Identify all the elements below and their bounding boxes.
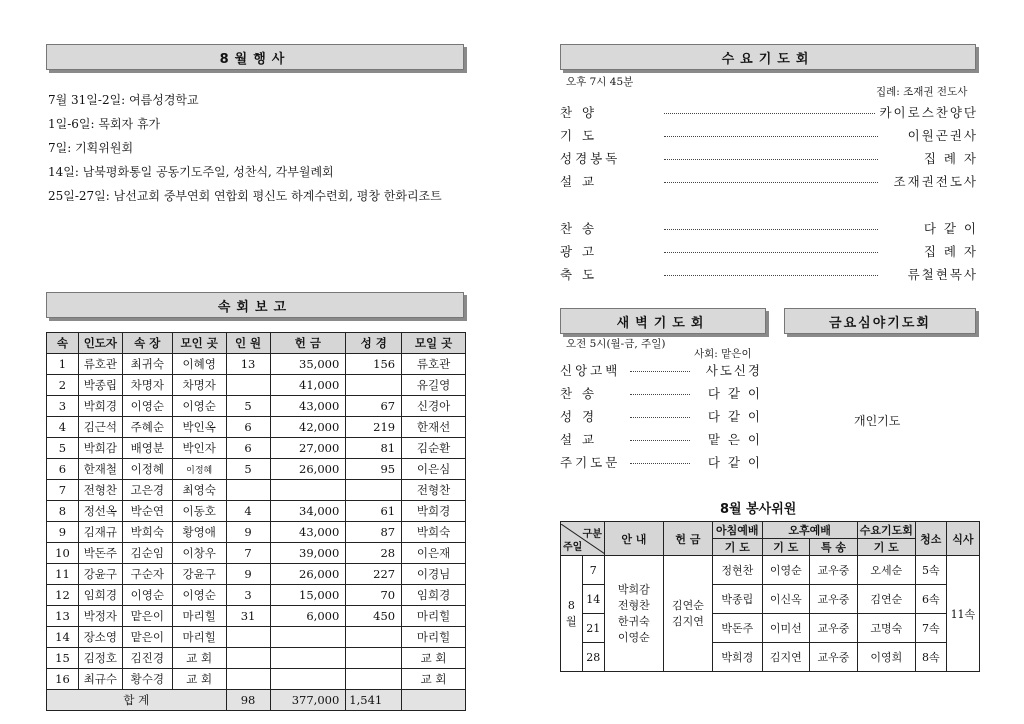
attendance-cell: 이정혜 xyxy=(122,459,172,480)
special-song-cell: 교우중 xyxy=(810,643,858,672)
attendance-cell: 임희경 xyxy=(78,585,122,606)
attendance-row xyxy=(47,606,466,627)
attendance-cell: 14 xyxy=(47,627,79,648)
attendance-cell: 81 xyxy=(346,438,402,459)
attendance-cell: 김순임 xyxy=(122,543,172,564)
wednesday-officiant: 집례: 조재권 전도사 xyxy=(876,86,968,98)
leader-dots xyxy=(630,417,690,418)
attendance-cell: 10 xyxy=(47,543,79,564)
attendance-cell: 차명자 xyxy=(172,375,226,396)
attendance-cell xyxy=(270,669,346,690)
attendance-cell: 박희경 xyxy=(402,501,466,522)
event-item: 7일: 기획위원회 xyxy=(48,141,134,155)
attendance-cell: 9 xyxy=(47,522,79,543)
attendance-cell: 5 xyxy=(226,459,270,480)
attendance-cell: 정선옥 xyxy=(78,501,122,522)
attendance-cell: 김진경 xyxy=(122,648,172,669)
total-empty xyxy=(402,690,466,711)
wednesday-prayer-cell: 이영희 xyxy=(857,643,915,672)
dawn-item-label: 찬 송 xyxy=(560,386,598,401)
attendance-cell: 김근석 xyxy=(78,417,122,438)
attendance-cell: 황수경 xyxy=(122,669,172,690)
col-header: 모인 곳 xyxy=(172,333,226,354)
wednesday-program-item xyxy=(560,102,978,124)
col-special-song: 특 송 xyxy=(810,539,858,556)
attendance-cell: 이영순 xyxy=(172,396,226,417)
dawn-program-item xyxy=(560,383,762,405)
leader-dots xyxy=(630,394,690,395)
attendance-cell xyxy=(346,375,402,396)
attendance-cell: 한재철 xyxy=(78,459,122,480)
attendance-row xyxy=(47,459,466,480)
attendance-cell: 이창우 xyxy=(172,543,226,564)
afternoon-prayer-cell: 이신옥 xyxy=(762,585,810,614)
col-header: 헌 금 xyxy=(270,333,346,354)
col-header: 인도자 xyxy=(78,333,122,354)
attendance-cell: 450 xyxy=(346,606,402,627)
attendance-cell: 67 xyxy=(346,396,402,417)
leader-dots xyxy=(664,229,878,230)
dawn-program-item xyxy=(560,429,762,451)
attendance-cell: 87 xyxy=(346,522,402,543)
offering-cell xyxy=(663,556,712,672)
attendance-cell: 7 xyxy=(47,480,79,501)
attendance-cell: 교 회 xyxy=(402,648,466,669)
attendance-cell: 70 xyxy=(346,585,402,606)
attendance-cell: 한재선 xyxy=(402,417,466,438)
wednesday-program-item xyxy=(560,148,978,170)
afternoon-prayer-cell: 김지연 xyxy=(762,643,810,672)
leader-dots xyxy=(664,252,878,253)
wednesday-item-value: 다 같 이 xyxy=(923,221,978,236)
attendance-cell: 6 xyxy=(226,417,270,438)
attendance-cell: 류호관 xyxy=(402,354,466,375)
guide-name: 이영순 xyxy=(617,630,650,644)
dawn-item-value: 다 같 이 xyxy=(707,455,762,470)
morning-prayer-cell: 박희경 xyxy=(713,643,763,672)
attendance-cell: 95 xyxy=(346,459,402,480)
attendance-cell: 219 xyxy=(346,417,402,438)
attendance-cell: 34,000 xyxy=(270,501,346,522)
attendance-cell: 박희감 xyxy=(78,438,122,459)
morning-prayer-cell: 박종립 xyxy=(713,585,763,614)
attendance-cell xyxy=(226,669,270,690)
volunteers-title: 8월 봉사위원 xyxy=(720,502,797,517)
attendance-cell: 42,000 xyxy=(270,417,346,438)
attendance-cell: 교 회 xyxy=(402,669,466,690)
dawn-item-value: 다 같 이 xyxy=(707,386,762,401)
attendance-cell xyxy=(346,669,402,690)
attendance-row xyxy=(47,354,466,375)
attendance-cell: 9 xyxy=(226,564,270,585)
cleaning-cell: 8속 xyxy=(915,643,946,672)
attendance-row xyxy=(47,543,466,564)
leader-dots xyxy=(664,113,875,114)
attendance-cell: 박희경 xyxy=(78,396,122,417)
vol-header-row-1 xyxy=(561,522,980,539)
wednesday-item-value: 집 례 자 xyxy=(923,244,978,259)
attendance-row xyxy=(47,375,466,396)
event-item: 7월 31일-2일: 여름성경학교 xyxy=(48,93,199,107)
guide-name: 한귀숙 xyxy=(617,614,650,628)
august-events-list xyxy=(48,88,468,208)
dawn-officiant: 사회: 맡은이 xyxy=(694,348,752,360)
attendance-cell: 최영숙 xyxy=(172,480,226,501)
attendance-header-row xyxy=(47,333,466,354)
wednesday-program-item xyxy=(560,264,978,286)
col-wednesday: 수요기도회 xyxy=(857,522,915,539)
guide-cell xyxy=(604,556,663,672)
friday-content: 개인기도 xyxy=(854,414,901,428)
special-song-cell: 교우중 xyxy=(810,614,858,643)
attendance-cell xyxy=(270,648,346,669)
volunteers-table xyxy=(560,521,980,672)
leader-dots xyxy=(630,371,690,372)
attendance-cell xyxy=(346,648,402,669)
attendance-cell: 6 xyxy=(226,438,270,459)
attendance-cell: 35,000 xyxy=(270,354,346,375)
attendance-row xyxy=(47,480,466,501)
total-label: 합 계 xyxy=(47,690,227,711)
attendance-cell: 장소영 xyxy=(78,627,122,648)
wednesday-item-label: 기 도 xyxy=(560,128,598,143)
attendance-cell: 3 xyxy=(226,585,270,606)
attendance-cell: 41,000 xyxy=(270,375,346,396)
attendance-row xyxy=(47,396,466,417)
attendance-cell: 마리힐 xyxy=(402,606,466,627)
attendance-cell: 2 xyxy=(47,375,79,396)
wednesday-item-label: 설 교 xyxy=(560,174,598,189)
leader-dots xyxy=(664,182,878,183)
wednesday-item-label: 성경봉독 xyxy=(560,151,621,166)
attendance-row xyxy=(47,585,466,606)
attendance-row xyxy=(47,669,466,690)
attendance-cell: 15,000 xyxy=(270,585,346,606)
col-afternoon: 오후예배 xyxy=(762,522,857,539)
col-meal: 식사 xyxy=(946,522,979,556)
wednesday-item-label: 축 도 xyxy=(560,267,598,282)
attendance-cell: 마리힐 xyxy=(172,606,226,627)
offering-name: 김연순 xyxy=(671,598,704,612)
day-cell: 14 xyxy=(582,585,604,614)
attendance-cell: 박정자 xyxy=(78,606,122,627)
attendance-cell: 마리힐 xyxy=(402,627,466,648)
attendance-cell: 3 xyxy=(47,396,79,417)
attendance-cell: 227 xyxy=(346,564,402,585)
attendance-cell: 이은심 xyxy=(402,459,466,480)
attendance-header: 속회보고 xyxy=(46,292,464,318)
cleaning-cell: 7속 xyxy=(915,614,946,643)
leader-dots xyxy=(630,440,690,441)
attendance-cell: 류호관 xyxy=(78,354,122,375)
dawn-item-label: 신앙고백 xyxy=(560,363,621,378)
attendance-cell: 교 회 xyxy=(172,669,226,690)
wednesday-prayer-cell: 오세순 xyxy=(857,556,915,585)
cleaning-cell: 6속 xyxy=(915,585,946,614)
wednesday-program-item xyxy=(560,241,978,263)
attendance-cell: 43,000 xyxy=(270,522,346,543)
col-header: 속 장 xyxy=(122,333,172,354)
attendance-cell xyxy=(270,627,346,648)
attendance-cell xyxy=(226,375,270,396)
afternoon-prayer-cell: 이영순 xyxy=(762,556,810,585)
attendance-cell: 임희경 xyxy=(402,585,466,606)
dawn-program-item xyxy=(560,406,762,428)
attendance-cell: 유길영 xyxy=(402,375,466,396)
attendance-cell: 6 xyxy=(47,459,79,480)
attendance-cell: 전형찬 xyxy=(78,480,122,501)
attendance-cell: 31 xyxy=(226,606,270,627)
attendance-cell: 16 xyxy=(47,669,79,690)
special-song-cell: 교우중 xyxy=(810,556,858,585)
attendance-cell: 김순환 xyxy=(402,438,466,459)
corner-top: 구분 xyxy=(582,528,602,540)
attendance-cell: 차명자 xyxy=(122,375,172,396)
leader-dots xyxy=(664,159,878,160)
dawn-item-label: 설 교 xyxy=(560,432,598,447)
day-cell: 7 xyxy=(582,556,604,585)
wednesday-program-item xyxy=(560,171,978,193)
attendance-cell: 28 xyxy=(346,543,402,564)
attendance-cell: 박돈주 xyxy=(78,543,122,564)
wednesday-program-item xyxy=(560,125,978,147)
wednesday-header: 수요기도회 xyxy=(560,44,976,70)
cleaning-cell: 5속 xyxy=(915,556,946,585)
col-morning: 아침예배 xyxy=(713,522,763,539)
attendance-cell: 황영애 xyxy=(172,522,226,543)
col-offering: 헌 금 xyxy=(663,522,712,556)
attendance-row xyxy=(47,438,466,459)
attendance-cell: 김재규 xyxy=(78,522,122,543)
event-item: 25일-27일: 남선교회 중부연회 연합회 평신도 하계수련회, 평창 한화리조트 xyxy=(48,189,442,203)
wednesday-prayer-cell: 김연순 xyxy=(857,585,915,614)
attendance-cell: 7 xyxy=(226,543,270,564)
dawn-item-value: 다 같 이 xyxy=(707,409,762,424)
attendance-row xyxy=(47,501,466,522)
attendance-cell: 고은경 xyxy=(122,480,172,501)
dawn-header: 새벽기도회 xyxy=(560,308,766,334)
guide-name: 박희감 xyxy=(617,582,650,596)
attendance-cell: 이동호 xyxy=(172,501,226,522)
guide-name: 전형찬 xyxy=(617,598,650,612)
wednesday-program-item xyxy=(560,218,978,240)
event-item: 1일-6일: 목회자 휴가 xyxy=(48,117,161,131)
attendance-cell: 39,000 xyxy=(270,543,346,564)
attendance-cell: 배영분 xyxy=(122,438,172,459)
special-song-cell: 교우중 xyxy=(810,585,858,614)
dawn-item-value: 사도신경 xyxy=(705,363,762,378)
attendance-cell: 전형찬 xyxy=(402,480,466,501)
wednesday-item-label: 광 고 xyxy=(560,244,598,259)
day-cell: 21 xyxy=(582,614,604,643)
attendance-cell xyxy=(346,627,402,648)
attendance-cell: 5 xyxy=(226,396,270,417)
col-header: 모일 곳 xyxy=(402,333,466,354)
attendance-row xyxy=(47,522,466,543)
attendance-cell: 1 xyxy=(47,354,79,375)
day-cell: 28 xyxy=(582,643,604,672)
wednesday-time: 오후 7시 45분 xyxy=(566,76,634,88)
offering-name: 김지연 xyxy=(671,614,704,628)
attendance-cell xyxy=(226,480,270,501)
attendance-row xyxy=(47,564,466,585)
attendance-cell: 박희숙 xyxy=(122,522,172,543)
col-afternoon-prayer: 기 도 xyxy=(762,539,810,556)
august-events-header: 8월행사 xyxy=(46,44,464,70)
attendance-cell: 156 xyxy=(346,354,402,375)
attendance-cell: 4 xyxy=(47,417,79,438)
attendance-row xyxy=(47,417,466,438)
attendance-cell: 이정혜 xyxy=(172,459,226,480)
attendance-cell: 15 xyxy=(47,648,79,669)
attendance-cell: 이영순 xyxy=(122,585,172,606)
attendance-cell: 이혜영 xyxy=(172,354,226,375)
col-header: 인 원 xyxy=(226,333,270,354)
attendance-cell: 12 xyxy=(47,585,79,606)
total-offering: 377,000 xyxy=(270,690,346,711)
attendance-cell xyxy=(226,648,270,669)
leader-dots xyxy=(630,463,690,464)
morning-prayer-cell: 정현찬 xyxy=(713,556,763,585)
attendance-row xyxy=(47,648,466,669)
attendance-cell: 4 xyxy=(226,501,270,522)
attendance-cell: 박인옥 xyxy=(172,417,226,438)
col-header: 속 xyxy=(47,333,79,354)
attendance-cell: 최규수 xyxy=(78,669,122,690)
attendance-cell: 박희숙 xyxy=(402,522,466,543)
attendance-cell: 26,000 xyxy=(270,459,346,480)
col-morning-prayer: 기 도 xyxy=(713,539,763,556)
attendance-table xyxy=(46,332,466,711)
attendance-total-row xyxy=(47,690,466,711)
wednesday-item-label: 찬 송 xyxy=(560,221,598,236)
attendance-cell: 신경아 xyxy=(402,396,466,417)
total-people: 98 xyxy=(226,690,270,711)
corner-cell xyxy=(561,522,605,556)
attendance-cell: 26,000 xyxy=(270,564,346,585)
attendance-row xyxy=(47,627,466,648)
attendance-cell: 마리힐 xyxy=(172,627,226,648)
attendance-cell: 61 xyxy=(346,501,402,522)
attendance-cell: 교 회 xyxy=(172,648,226,669)
afternoon-prayer-cell: 이미선 xyxy=(762,614,810,643)
col-cleaning: 청소 xyxy=(915,522,946,556)
wednesday-item-value: 카이로스찬양단 xyxy=(879,105,978,120)
attendance-cell: 이영순 xyxy=(122,396,172,417)
attendance-cell: 이은재 xyxy=(402,543,466,564)
attendance-cell: 강윤구 xyxy=(172,564,226,585)
attendance-body xyxy=(47,354,466,690)
attendance-cell: 5 xyxy=(47,438,79,459)
dawn-program-item xyxy=(560,360,762,382)
attendance-cell xyxy=(346,480,402,501)
corner-bottom: 주일 xyxy=(563,541,583,553)
attendance-cell: 13 xyxy=(226,354,270,375)
col-header: 성 경 xyxy=(346,333,402,354)
month-cell: 8월 xyxy=(561,556,583,672)
attendance-cell: 이경님 xyxy=(402,564,466,585)
attendance-cell: 27,000 xyxy=(270,438,346,459)
dawn-item-label: 주기도문 xyxy=(560,455,621,470)
attendance-cell: 6,000 xyxy=(270,606,346,627)
attendance-cell: 박종립 xyxy=(78,375,122,396)
col-guide: 안 내 xyxy=(604,522,663,556)
total-bible: 1,541 xyxy=(346,690,402,711)
wednesday-item-label: 찬 양 xyxy=(560,105,598,120)
morning-prayer-cell: 박돈주 xyxy=(713,614,763,643)
dawn-item-label: 성 경 xyxy=(560,409,598,424)
attendance-cell: 구순자 xyxy=(122,564,172,585)
event-item: 14일: 남북평화통일 공동기도주일, 성찬식, 각부월례회 xyxy=(48,165,334,179)
dawn-item-value: 맡 은 이 xyxy=(707,432,762,447)
vol-row xyxy=(561,556,980,585)
wednesday-prayer-cell: 고명숙 xyxy=(857,614,915,643)
attendance-cell: 강윤구 xyxy=(78,564,122,585)
attendance-cell: 8 xyxy=(47,501,79,522)
friday-header: 금요심야기도회 xyxy=(784,308,976,334)
attendance-cell: 이영순 xyxy=(172,585,226,606)
wednesday-item-value: 류철현목사 xyxy=(907,267,978,282)
wednesday-item-value: 집 례 자 xyxy=(923,151,978,166)
attendance-cell: 박순연 xyxy=(122,501,172,522)
attendance-cell: 13 xyxy=(47,606,79,627)
wednesday-item-value: 조재권전도사 xyxy=(893,174,978,189)
attendance-cell: 맡은이 xyxy=(122,606,172,627)
attendance-cell: 최귀숙 xyxy=(122,354,172,375)
col-wednesday-prayer: 기 도 xyxy=(857,539,915,556)
attendance-cell: 맡은이 xyxy=(122,627,172,648)
wednesday-item-value: 이원곤권사 xyxy=(907,128,978,143)
attendance-cell xyxy=(270,480,346,501)
dawn-program-item xyxy=(560,452,762,474)
leader-dots xyxy=(664,136,878,137)
dawn-time: 오전 5시(월-금, 주일) xyxy=(566,338,666,350)
attendance-cell: 11 xyxy=(47,564,79,585)
attendance-cell: 김정호 xyxy=(78,648,122,669)
attendance-cell: 43,000 xyxy=(270,396,346,417)
attendance-cell: 주혜순 xyxy=(122,417,172,438)
attendance-cell: 박인자 xyxy=(172,438,226,459)
leader-dots xyxy=(664,275,878,276)
meal-cell: 11속 xyxy=(946,556,979,672)
attendance-cell xyxy=(226,627,270,648)
attendance-cell: 9 xyxy=(226,522,270,543)
